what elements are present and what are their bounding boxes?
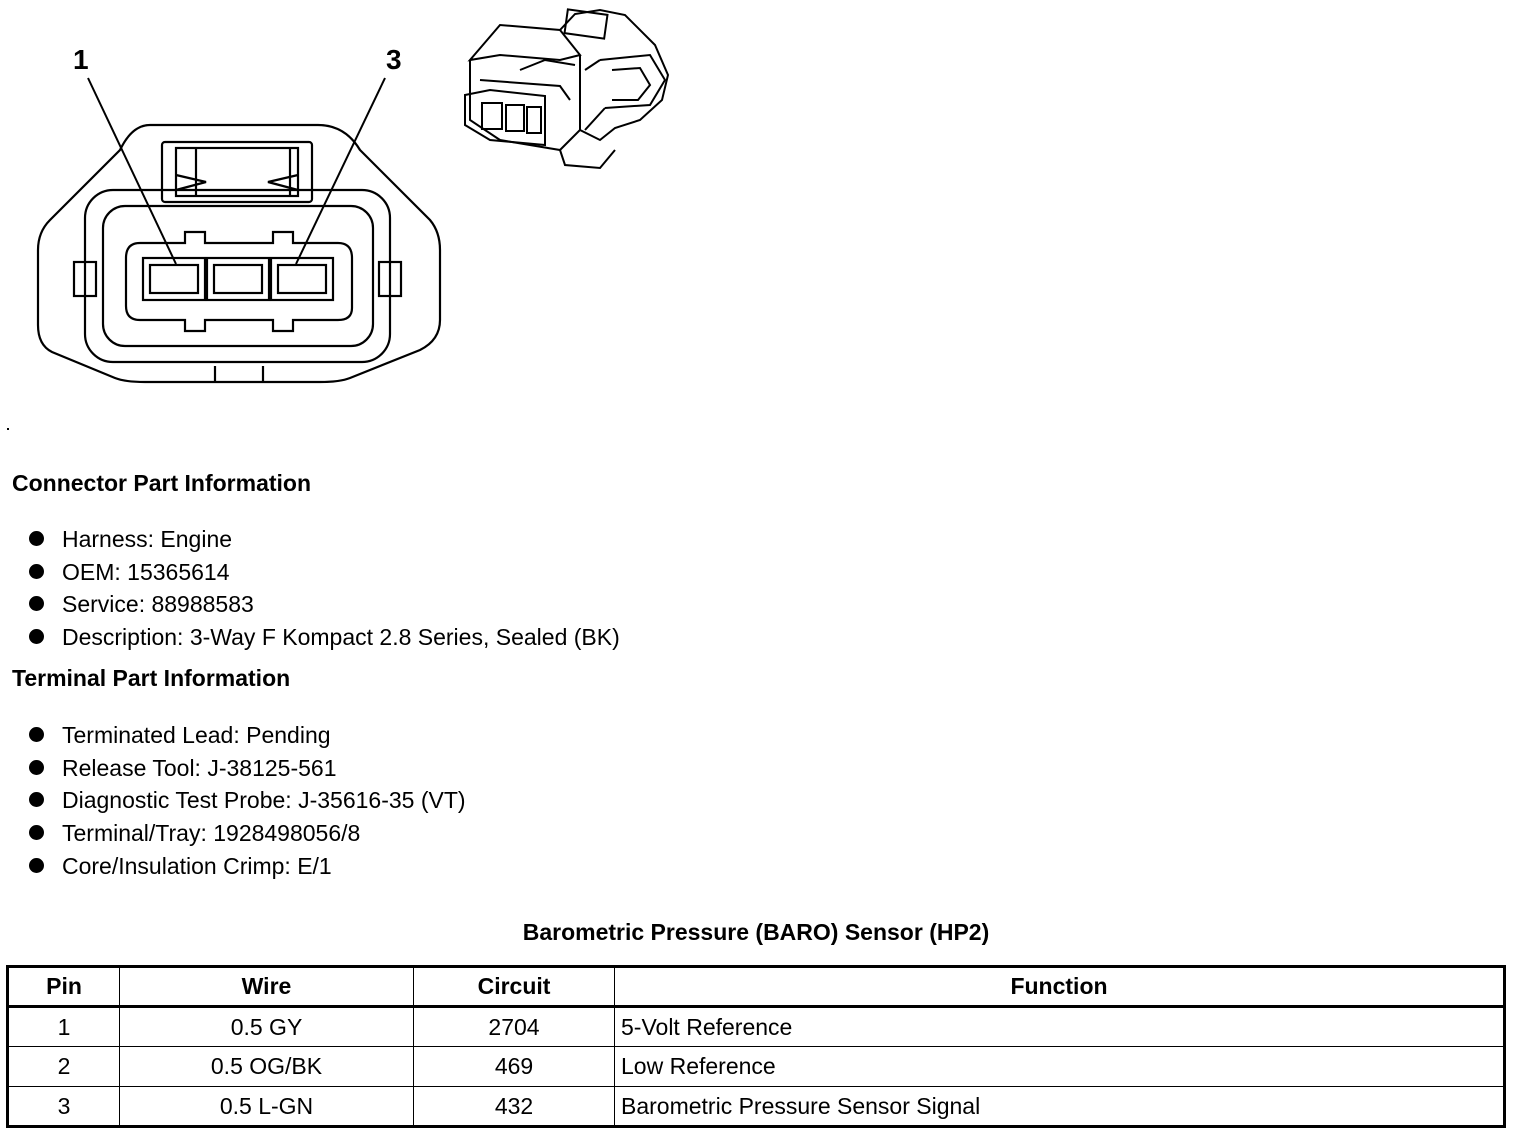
list-item-text: OEM: 15365614: [62, 558, 230, 585]
list-item: [28, 850, 466, 883]
cell-circuit: 432: [414, 1087, 615, 1127]
bullet-icon: [29, 825, 44, 840]
list-item: [28, 784, 466, 817]
terminal-part-heading: Terminal Part Information: [12, 665, 291, 691]
bullet-icon: [29, 792, 44, 807]
header-circuit: Circuit: [414, 967, 615, 1007]
list-item-text: Harness: Engine: [62, 526, 233, 552]
bullet-icon: [29, 596, 44, 611]
list-item-text: Service: 88988583: [62, 591, 254, 618]
bullet-icon: [29, 760, 44, 775]
table-title: Barometric Pressure (BARO) Sensor (HP2): [522, 919, 990, 945]
stray-mark: [7, 428, 9, 430]
cell-pin: 2: [8, 1047, 120, 1087]
list-item-text: Terminal/Tray: 1928498056/8: [62, 820, 361, 847]
header-pin: Pin: [8, 967, 120, 1007]
cell-wire: 0.5 L-GN: [120, 1087, 414, 1127]
connector-isometric-diagram: [455, 5, 675, 175]
list-item-text: Description: 3-Way F Kompact 2.8 Series, Sealed (BK): [62, 624, 620, 651]
list-item-text: Core/Insulation Crimp: E/1: [62, 852, 332, 879]
table-row: [8, 1007, 1505, 1047]
list-item: [28, 817, 466, 850]
bullet-icon: [29, 564, 44, 579]
cell-function: Low Reference: [615, 1047, 1505, 1087]
cell-wire: 0.5 OG/BK: [120, 1047, 414, 1087]
table-header-row: [8, 967, 1505, 1007]
table-row: [8, 1087, 1505, 1127]
bullet-icon: [29, 727, 44, 742]
cell-function: Barometric Pressure Sensor Signal: [615, 1087, 1505, 1127]
list-item: [28, 523, 620, 556]
list-item: [28, 752, 466, 785]
list-item-text: Diagnostic Test Probe: J-35616-35 (VT): [62, 787, 466, 814]
header-function: Function: [615, 967, 1505, 1007]
terminal-part-list: [28, 719, 466, 882]
cell-pin: 1: [8, 1007, 120, 1047]
cell-pin: 3: [8, 1087, 120, 1127]
connector-face-diagram: [30, 40, 450, 390]
list-item: [28, 588, 620, 621]
pinout-table: [6, 965, 1506, 1128]
list-item-text: Release Tool: J-38125-561: [62, 754, 337, 781]
cell-circuit: 469: [414, 1047, 615, 1087]
table-row: [8, 1047, 1505, 1087]
pin-label-1: 1: [73, 44, 89, 75]
pin-label-3: 3: [386, 44, 402, 75]
list-item-text: Terminated Lead: Pending: [62, 722, 331, 748]
connector-part-list: [28, 523, 620, 654]
cell-wire: 0.5 GY: [120, 1007, 414, 1047]
list-item: [28, 719, 466, 752]
list-item: [28, 556, 620, 589]
bullet-icon: [29, 858, 44, 873]
cell-function: 5-Volt Reference: [615, 1007, 1505, 1047]
bullet-icon: [29, 629, 44, 644]
bullet-icon: [29, 531, 44, 546]
list-item: [28, 621, 620, 654]
header-wire: Wire: [120, 967, 414, 1007]
cell-circuit: 2704: [414, 1007, 615, 1047]
connector-part-heading: Connector Part Information: [12, 470, 312, 496]
